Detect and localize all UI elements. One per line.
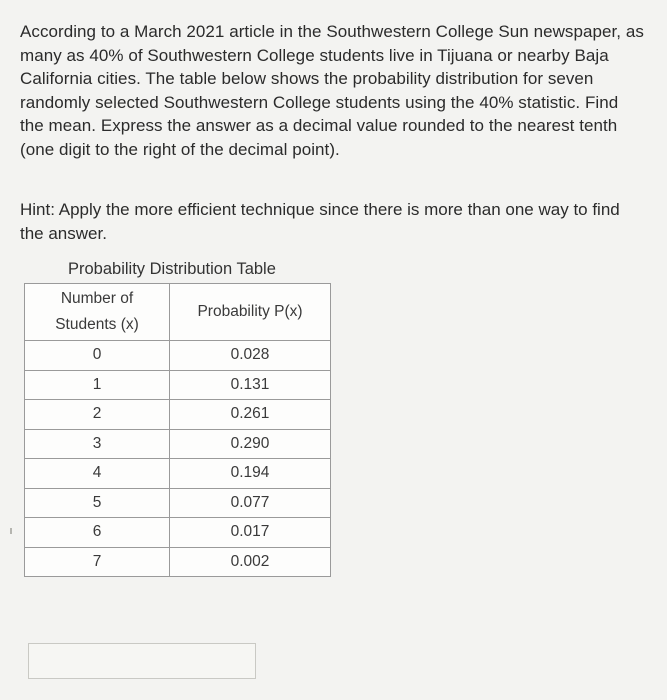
cell-p: 0.002 (170, 547, 331, 577)
question-text (20, 20, 650, 161)
cell-x: 5 (25, 488, 170, 518)
cell-x: 1 (25, 370, 170, 400)
table-row (25, 459, 331, 489)
question-line: the mean. Express the answer as a decimal value rounded to the nearest tenth (20, 116, 618, 135)
question-line: According to a March 2021 article in the Southwestern College Sun newspaper, as (20, 22, 644, 41)
table-row (25, 370, 331, 400)
header-x-line1: Number of (60, 290, 134, 307)
table-row (25, 547, 331, 577)
table-caption: Probability Distribution Table (68, 260, 276, 278)
cell-p: 0.261 (170, 400, 331, 430)
table-row (25, 400, 331, 430)
edge-mark (10, 528, 12, 534)
header-probability: Probability P(x) (170, 284, 331, 341)
cell-p: 0.077 (170, 488, 331, 518)
table-row (25, 488, 331, 518)
cell-x: 0 (25, 341, 170, 371)
cell-x: 3 (25, 429, 170, 459)
hint-line: Hint: Apply the more efficient technique since there is more than one way to find (20, 200, 620, 219)
cell-x: 7 (25, 547, 170, 577)
cell-p: 0.028 (170, 341, 331, 371)
cell-p: 0.131 (170, 370, 331, 400)
question-line: (one digit to the right of the decimal point). (20, 139, 340, 159)
probability-distribution-table (24, 283, 331, 577)
hint-text (20, 198, 650, 245)
answer-input[interactable] (28, 643, 256, 679)
cell-x: 6 (25, 518, 170, 548)
header-x-line2: Students (x) (55, 316, 139, 333)
table-row (25, 518, 331, 548)
question-line: many as 40% of Southwestern College students live in Tijuana or nearby Baja (20, 45, 609, 65)
table-row (25, 341, 331, 371)
cell-x: 2 (25, 400, 170, 430)
cell-p: 0.017 (170, 518, 331, 548)
table-header-row (25, 284, 331, 341)
cell-p: 0.290 (170, 429, 331, 459)
table-row (25, 429, 331, 459)
header-number-of-students (25, 284, 170, 341)
hint-line: the answer. (20, 223, 107, 243)
question-line: California cities. The table below shows the probability distribution for seven (20, 69, 594, 88)
cell-p: 0.194 (170, 459, 331, 489)
question-line: randomly selected Southwestern College students using the 40% statistic. Find (20, 92, 619, 112)
cell-x: 4 (25, 459, 170, 489)
